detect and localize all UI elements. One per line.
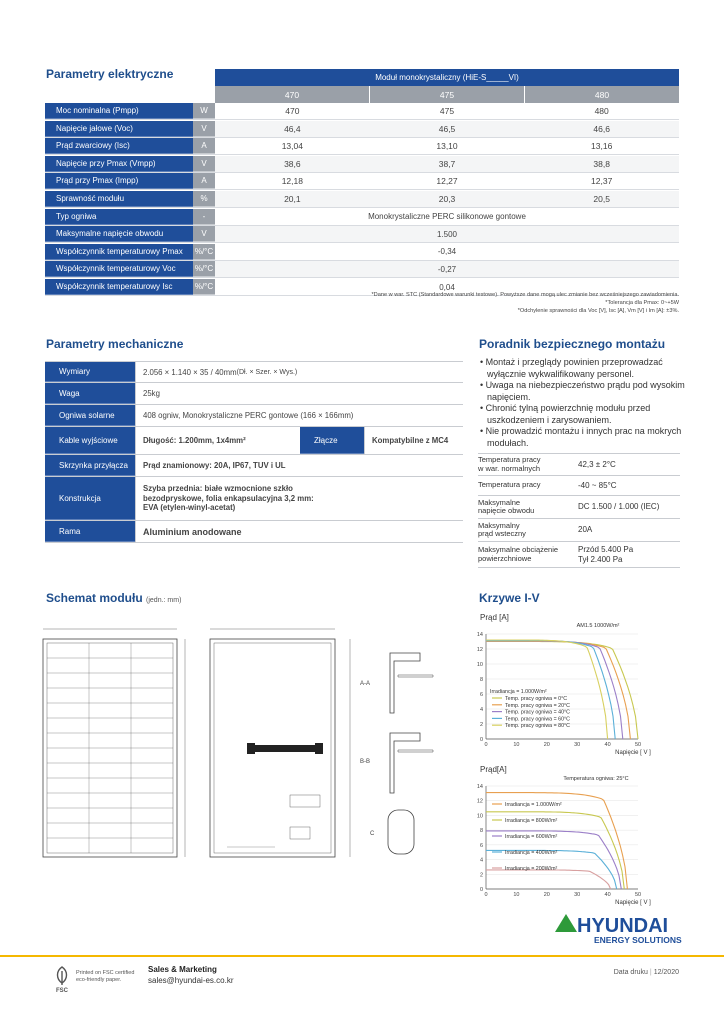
hyundai-logo [553,912,683,946]
construction-line: bezodpryskowe, folia enkapsulacyjna 3,2 mm: [143,493,314,503]
section-a-label: A-A [360,681,371,687]
mech-value: Prąd znamionowy: 20A, IP67, TUV i UL [135,455,463,476]
param-value: 46,6 [524,121,679,137]
elec-row [45,138,679,155]
y-axis-label: Prąd [A] [480,613,509,622]
param-unit: % [193,191,215,207]
elec-row [45,261,679,278]
y-tick-label: 6 [479,692,483,698]
y-tick-label: 10 [476,813,483,820]
param-value: 13,16 [591,141,613,152]
elec-row [45,121,679,138]
legend-entry: Irradiancja = 400W/m² [505,850,558,856]
safety-label: Temperatura pracy w war. normalnych [478,455,541,473]
safety-title: Poradnik bezpiecznego montażu [479,337,666,351]
safety-value: Przód 5.400 Pa Tył 2.400 Pa [578,544,634,564]
mech-value: Długość: 1.200mm, 1x4mm² [135,427,300,454]
iv-chart-temperature [468,606,668,756]
param-unit: %/°C [193,279,215,295]
mech-row-weight [45,383,463,405]
param-value: 20,3 [370,191,525,207]
mech-label: Ogniwa solarne [45,405,135,426]
safety-row-reverse-current [478,519,680,542]
footer-divider [0,955,724,957]
y-tick-label: 4 [479,707,483,713]
param-unit: %/°C [193,244,215,260]
schematic-title: Schemat modułu (jedn.: mm) [46,591,182,605]
param-value: 480 [594,106,609,116]
mech-row-junction [45,455,463,477]
y-tick-label: 2 [479,722,483,728]
legend-entry: Irradiancja = 1.000W/m² [505,802,562,808]
y-tick-label: 4 [479,857,483,864]
iv-chart-irradiance [468,758,668,910]
safety-row-load [478,542,680,568]
param-value: 46,4 [215,121,370,137]
y-tick-label: 12 [476,798,483,805]
mech-row-frame [45,521,463,543]
mech-value: 25kg [135,383,463,404]
contact-email[interactable]: sales@hyundai-es.co.kr [148,976,234,985]
param-label: Współczynnik temperaturowy Pmax [45,244,193,260]
param-label: Moc nominalna (Pmpp) [45,103,193,119]
construction-line: Szyba przednia: białe wzmocnione szkło [143,484,293,494]
param-label: Prąd zwarciowy (Isc) [45,138,193,154]
fsc-mark: FSC [56,988,68,993]
param-value: 470 [285,106,300,116]
mechanical-title: Parametry mechaniczne [46,337,184,351]
logo-triangle-icon [555,914,577,932]
mech-label: Rama [45,521,135,542]
safety-label: Maksymalny prąd wsteczny [478,520,526,538]
mech-label: Wymiary [45,362,135,382]
safety-row-normal-temp [478,453,680,476]
elec-row [45,173,679,190]
y-tick-label: 8 [479,677,483,683]
elec-row [45,191,679,208]
note-tolerance: *Tolerancja dla Pmax: 0~+5W [605,300,679,306]
contact-title: Sales & Marketing [148,965,217,974]
param-value: 20,1 [215,191,370,207]
print-date: Data druku | 12/2020 [613,969,679,976]
chart-annotation: Temperatura ogniwa: 25°C [563,776,629,782]
param-unit: V [193,156,215,172]
x-tick-label: 50 [634,892,642,898]
legend-entry: Temp. pracy ogniwa = 60°C [505,716,570,723]
x-tick-label: 10 [513,742,520,748]
y-tick-label: 8 [479,828,483,835]
y-tick-label: 12 [476,647,483,653]
module-schematic [35,625,455,870]
x-axis-label: Napięcie [ V ] [615,750,651,756]
mech-value: 408 ogniw, Monokrystaliczne PERC gontowe (166 × 166mm) [135,405,463,426]
mech-label: Kable wyjściowe [45,427,135,454]
y-axis-label: Prąd[A] [480,765,507,774]
safety-bullet: • Montaż i przeglądy powinien przeprowadzać wyłącznie wykwalifikowany personel. [480,357,663,379]
mech-row-cables [45,427,463,455]
iv-curve [486,870,611,889]
param-value: -0,27 [215,261,679,277]
param-value: 46,5 [370,121,525,137]
param-unit: A [193,173,215,189]
legend-entry: Temp. pracy ogniwa = 40°C [505,709,570,716]
mech-row-cells [45,405,463,427]
x-tick-label: 10 [513,892,520,898]
legend-entry: Temp. pracy ogniwa = 20°C [505,702,570,709]
fsc-logo [52,965,72,993]
mech-value [135,362,463,382]
y-tick-label: 6 [479,842,483,849]
section-c-label: C [370,831,375,837]
safety-label: Maksymalne napięcie obwodu [478,497,535,515]
x-tick-label: 0 [484,892,488,898]
legend-entry: Irradiancja = 800W/m² [505,818,558,824]
model-header-row [215,86,679,103]
param-value: 475 [439,106,455,116]
param-value: 13,10 [436,141,458,152]
param-value: 38,6 [215,156,370,172]
x-tick-label: 40 [604,742,611,748]
iv-title: Krzywe I-V [479,591,540,605]
construction-line: EVA (etylen-winyl-acetat) [143,503,236,513]
param-value: -0,34 [437,247,457,257]
safety-value: 20A [578,525,593,534]
legend-entry: Temp. pracy ogniwa = 0°C [505,696,568,702]
param-label: Napięcie jałowe (Voc) [45,121,193,137]
safety-bullet: • Uwaga na niebezpieczeństwo prądu pod wysokim napięciem. [480,380,685,402]
profile-sections [360,653,433,854]
y-tick-label: 2 [479,872,483,879]
mech-value: Aluminium anodowane [135,521,463,542]
section-b-label: B-B [360,759,371,765]
chart-annotation: AM1.5 1000W/m² [576,623,620,629]
safety-label: Maksymalne obciążenie powierzchniowe [478,545,559,563]
elec-row [45,103,679,120]
note-stc: *Dane w war. STC (Standardowe warunki testowe). Powyższe dane mogą ulec zmianie bez wcześniejszego zawiadomienia. [371,292,679,298]
dimensions-value: 2.056 × 1.140 × 35 / 40mm [143,367,237,377]
connector-label: Złącze [300,427,364,454]
safety-row-temp [478,476,680,496]
x-tick-label: 50 [634,742,642,748]
connector-value: Kompatybilne z MC4 [364,427,463,454]
elec-row [45,244,679,261]
param-unit: V [193,226,215,242]
x-tick-label: 20 [543,742,550,748]
safety-bullet: • Chronić tylną powierzchnię modułu przed uszkodzeniem i zarysowaniem. [480,403,651,425]
electrical-title: Parametry elektryczne [46,67,174,81]
param-value: 38,7 [370,156,525,172]
mech-value [135,477,463,520]
safety-bullets [478,357,688,449]
safety-value: 42,3 ± 2°C [578,459,616,469]
param-value: 12,37 [591,176,613,187]
model-480: 480 [525,86,679,103]
safety-label: Temperatura pracy [478,480,541,490]
mech-row-construction [45,477,463,521]
x-tick-label: 30 [574,892,581,898]
mech-label: Waga [45,383,135,404]
y-tick-label: 10 [476,662,483,668]
x-tick-label: 20 [543,892,550,898]
model-475: 475 [370,86,525,103]
x-axis-label: Napięcie [ V ] [615,900,651,906]
dimensions-suffix: (Dł. × Szer. × Wys.) [236,368,298,376]
y-tick-label: 0 [479,887,483,893]
param-label: Maksymalne napięcie obwodu [45,226,193,242]
x-tick-label: 0 [484,742,488,748]
param-value: 12,18 [281,176,303,187]
param-value: 1.500 [215,226,679,242]
mech-label: Skrzynka przyłącza [45,455,135,476]
legend-entry: Irradiancja = 200W/m² [505,866,558,872]
elec-row [45,226,679,243]
fsc-note: Printed on FSC certified eco-friendly paper. [76,970,135,983]
mech-row-dimensions [45,361,463,383]
brand-sub: ENERGY SOLUTIONS [594,935,682,945]
mech-label: Konstrukcja [45,477,135,520]
param-value: Monokrystaliczne PERC silikonowe gontowe [368,212,526,222]
param-unit: %/°C [193,261,215,277]
param-unit: V [193,121,215,137]
param-unit: A [193,138,215,154]
param-label: Współczynnik temperaturowy Voc [45,261,193,277]
x-tick-label: 40 [604,892,611,898]
module-header: Moduł monokrystaliczny (HiE-S_____VI) [215,69,679,86]
legend-entry: Irradiancja = 600W/m² [505,834,558,840]
model-470: 470 [215,86,370,103]
brand-name: HYUNDAI [577,915,669,937]
param-value: 38,8 [524,156,679,172]
param-value: 0,04 [439,282,455,292]
x-tick-label: 30 [574,742,581,748]
param-value: 12,27 [436,176,458,187]
param-value: 20,5 [524,191,679,207]
safety-bullet: • Nie prowadzić montażu i innych prac na mokrych modułach. [480,426,682,448]
safety-value: DC 1.500 / 1.000 (IEC) [578,502,660,511]
legend-title: Irradiancja = 1.000W/m² [490,689,547,695]
safety-row-max-voltage [478,496,680,519]
param-unit: - [193,209,215,225]
param-label: Typ ogniwa [45,209,193,225]
note-deviation: *Odchylenie sprawności dla Voc [V], Isc [A], Vm [V] i Im [A]: ±3%. [517,308,679,314]
param-value: 13,04 [281,141,303,152]
y-tick-label: 14 [476,632,483,638]
elec-row [45,156,679,173]
param-unit: W [193,103,215,119]
param-label: Sprawność modułu [45,191,193,207]
y-tick-label: 14 [476,784,483,790]
param-label: Napięcie przy Pmax (Vmpp) [45,156,193,172]
legend-entry: Temp. pracy ogniwa = 80°C [505,723,570,730]
y-tick-label: 0 [479,737,483,743]
back-view [210,629,350,857]
front-view [43,629,185,857]
elec-row [45,209,679,226]
param-label: Współczynnik temperaturowy Isc [45,279,193,295]
param-label: Prąd przy Pmax (Impp) [45,173,193,189]
safety-value: -40 ~ 85°C [578,480,617,490]
